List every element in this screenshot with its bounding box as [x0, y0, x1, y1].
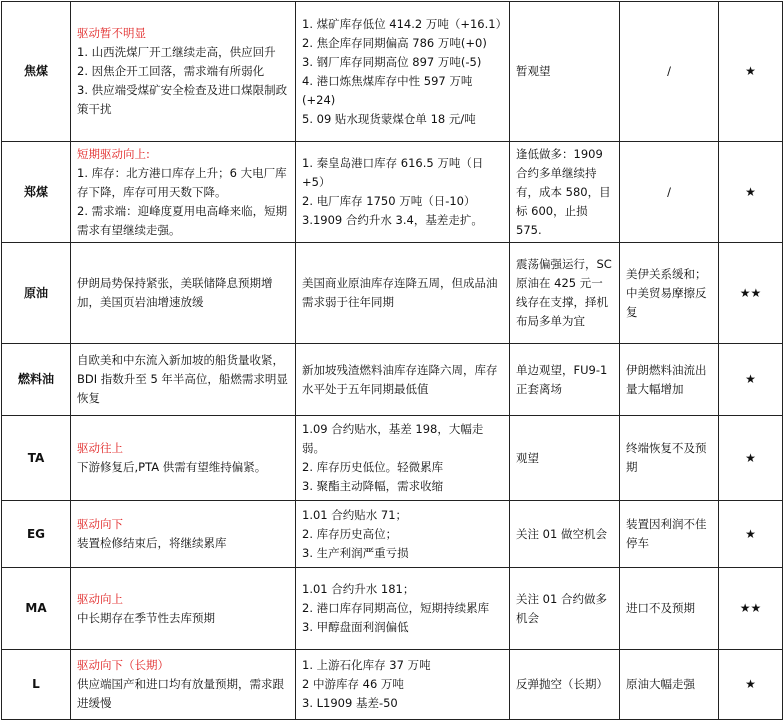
- driver-line: 中长期存在季节性去库预期: [77, 610, 215, 625]
- driver-line: 1. 库存：北方港口库存上升；6 大电厂库存下降，库存可用天数下降。: [77, 165, 287, 199]
- driver-title: 驱动往上: [77, 441, 123, 455]
- data-line: 1. 秦皇岛港口库存 616.5 万吨（日+5）: [302, 156, 484, 189]
- data-line: 5. 09 贴水现货蒙煤仓单 18 元/吨: [302, 111, 476, 126]
- data-line: 1.01 合约升水 181；: [302, 582, 415, 596]
- rating-stars: ★: [719, 2, 783, 142]
- driver-line: 1. 山西洗煤厂开工继续走高，供应回升: [77, 45, 276, 59]
- data-line: 1. 煤矿库存低位 414.2 万吨（+16.1）: [302, 16, 508, 31]
- commodity-row: [2, 344, 783, 416]
- data-cell: [296, 501, 510, 568]
- driver-cell: [71, 416, 296, 501]
- commodity-name: TA: [2, 416, 71, 501]
- driver-line: 装置检修结束后，将继续累库: [77, 536, 227, 550]
- data-line: 2. 焦企库存同期偏高 786 万吨(+0): [302, 35, 487, 50]
- driver-cell: [71, 243, 296, 344]
- commodity-row: [2, 650, 783, 720]
- data-line: 3. 钢厂库存同期高位 897 万吨(-5): [302, 54, 482, 69]
- commodity-name: MA: [2, 568, 71, 650]
- data-line: 3. 甲醇盘面利润偏低: [302, 620, 409, 634]
- strategy-cell: 关注 01 做空机会: [510, 501, 620, 568]
- strategy-cell: 震荡偏强运行，SC 原油在 425 元一线存在支撑，择机布局多单为宜: [510, 243, 620, 344]
- data-line: 2. 库存历史低位。轻微累库: [302, 460, 444, 474]
- driver-cell: [71, 501, 296, 568]
- data-cell: [296, 416, 510, 501]
- data-cell: [296, 650, 510, 720]
- data-line: 2. 库存历史高位；: [302, 526, 398, 541]
- strategy-cell: 关注 01 合约做多机会: [510, 568, 620, 650]
- driver-title: 驱动向下（长期）: [77, 658, 169, 672]
- data-cell: [296, 2, 510, 142]
- driver-title: 驱动向上: [77, 591, 123, 606]
- driver-line: 供应端国产和进口均有放量预期，需求跟进缓慢: [77, 677, 284, 710]
- strategy-cell: 观望: [510, 416, 620, 501]
- driver-cell: [71, 142, 296, 243]
- strategy-cell: 逢低做多：1909 合约多单继续持有，成本 580，目标 600，止损 575.: [510, 142, 620, 243]
- commodity-name: 郑煤: [2, 142, 71, 243]
- risk-cell: /: [620, 142, 719, 243]
- data-line: 3. 聚酯主动降幅，需求收缩: [302, 479, 444, 493]
- commodity-name: EG: [2, 501, 71, 568]
- data-cell: [296, 568, 510, 650]
- risk-cell: 原油大幅走强: [620, 650, 719, 720]
- data-line: 1.01 合约贴水 71；: [302, 507, 408, 522]
- data-line: 3. L1909 基差-50: [302, 696, 398, 710]
- data-line: 1. 上游石化库存 37 万吨: [302, 658, 431, 672]
- commodity-row: [2, 501, 783, 568]
- driver-cell: [71, 2, 296, 142]
- rating-stars: ★: [719, 501, 783, 568]
- risk-cell: 伊朗燃料油流出量大幅增加: [620, 344, 719, 416]
- driver-line: 2. 因焦企开工回落，需求端有所弱化: [77, 64, 265, 78]
- risk-cell: 终端恢复不及预期: [620, 416, 719, 501]
- driver-cell: [71, 344, 296, 416]
- strategy-cell: 单边观望，FU9-1 正套离场: [510, 344, 620, 416]
- data-line: 2. 电厂库存 1750 万吨（日-10）: [302, 194, 476, 208]
- rating-stars: ★★: [719, 568, 783, 650]
- data-line: 新加坡残渣燃料油库存连降六周，库存水平处于五年同期最低值: [302, 362, 498, 396]
- commodity-name: 原油: [2, 243, 71, 344]
- commodity-row: [2, 568, 783, 650]
- rating-stars: ★★: [719, 243, 783, 344]
- data-cell: [296, 142, 510, 243]
- driver-cell: [71, 568, 296, 650]
- driver-cell: [71, 650, 296, 720]
- data-cell: [296, 243, 510, 344]
- data-line: 1.09 合约贴水，基差 198，大幅走弱。: [302, 422, 484, 455]
- rating-stars: ★: [719, 650, 783, 720]
- strategy-cell: 反弹抛空（长期）: [510, 650, 620, 720]
- driver-line: 2. 需求端：迎峰度夏用电高峰来临，短期需求有望继续走强。: [77, 203, 288, 237]
- commodity-strategy-table: [1, 1, 783, 720]
- risk-cell: 进口不及预期: [620, 568, 719, 650]
- driver-line: 自欧美和中东流入新加坡的船货量收紧，BDI 指数升至 5 年半高位，船燃需求明显恢复: [77, 353, 288, 405]
- driver-title: 驱动暂不明显: [77, 26, 146, 40]
- data-line: 2. 港口库存同期高位，短期持续累库: [302, 601, 490, 615]
- rating-stars: ★: [719, 344, 783, 416]
- rating-stars: ★: [719, 416, 783, 501]
- rating-stars: ★: [719, 142, 783, 243]
- commodity-row: [2, 2, 783, 142]
- commodity-name: 焦煤: [2, 2, 71, 142]
- strategy-cell: 暂观望: [510, 2, 620, 142]
- data-line: 3.1909 合约升水 3.4，基差走扩。: [302, 213, 483, 227]
- risk-cell: 美伊关系缓和；中美贸易摩擦反复: [620, 243, 719, 344]
- commodity-row: [2, 243, 783, 344]
- data-line: 3. 生产利润严重亏损: [302, 545, 409, 560]
- data-line: 美国商业原油库存连降五周，但成品油需求弱于往年同期: [302, 276, 498, 309]
- data-line: 4. 港口炼焦煤库存中性 597 万吨(+24): [302, 73, 473, 107]
- commodity-name: 燃料油: [2, 344, 71, 416]
- risk-cell: /: [620, 2, 719, 142]
- driver-line: 下游修复后,PTA 供需有望维持偏紧。: [77, 460, 267, 474]
- driver-line: 3. 供应端受煤矿安全检查及进口煤限制政策干扰: [77, 83, 288, 116]
- risk-cell: 装置因利润不佳停车: [620, 501, 719, 568]
- commodity-row: [2, 142, 783, 243]
- commodity-row: [2, 416, 783, 501]
- driver-title: 短期驱动向上:: [77, 146, 150, 161]
- driver-line: 伊朗局势保持紧张，美联储降息预期增加，美国页岩油增速放缓: [77, 276, 273, 309]
- driver-title: 驱动向下: [77, 517, 123, 531]
- data-line: 2 中游库存 46 万吨: [302, 677, 404, 691]
- commodity-name: L: [2, 650, 71, 720]
- data-cell: [296, 344, 510, 416]
